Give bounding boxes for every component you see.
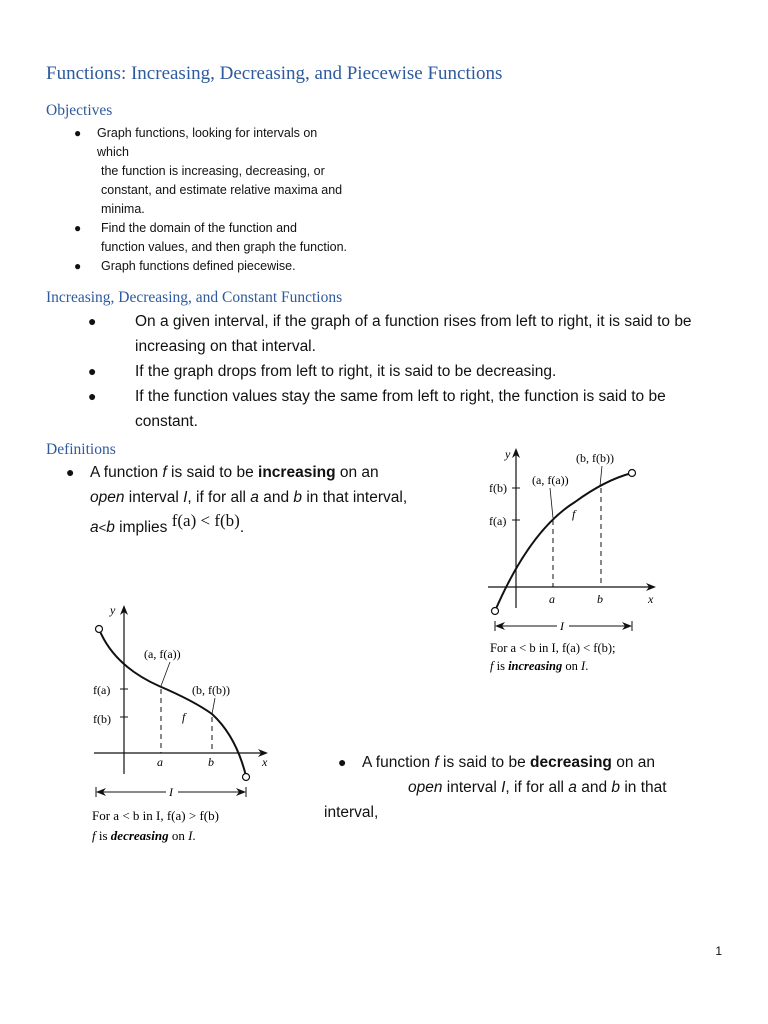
def-var: b — [611, 779, 621, 796]
def-text: on an — [335, 464, 379, 481]
leader-line — [161, 662, 170, 686]
bullet: ● — [74, 126, 82, 140]
def-op: < — [98, 520, 107, 535]
objectives-heading: Objectives — [46, 102, 113, 119]
b-label: b — [208, 755, 214, 769]
def-var: a — [250, 489, 259, 506]
fa-label: f(a) — [489, 514, 507, 528]
objective-line: the function is increasing, decreasing, or — [101, 164, 325, 178]
def-text: is said to be — [438, 754, 531, 771]
bullet: ● — [74, 259, 82, 273]
def-text: interval — [124, 489, 184, 506]
idc-line: On a given interval, if the graph of a function rises from left to right, it is said to be — [135, 313, 692, 330]
increasing-graph — [480, 440, 680, 680]
def-open: open — [90, 489, 125, 506]
x-axis-label: x — [648, 592, 654, 606]
caption-line2: f is increasing on I. — [490, 659, 589, 673]
def-var: I — [501, 779, 506, 796]
bullet: ● — [88, 388, 97, 404]
def-var: b — [293, 489, 303, 506]
objective-line: Find the domain of the function and — [101, 221, 297, 235]
objective-line: which — [97, 145, 129, 159]
def-open: open — [408, 779, 443, 796]
fb-label: f(b) — [93, 712, 111, 726]
def-text: A function — [362, 754, 435, 771]
list-item — [74, 219, 347, 257]
point-b-label: (b, f(b)) — [576, 451, 614, 465]
open-endpoint — [96, 626, 103, 633]
leader-line — [550, 488, 553, 518]
objective-line: constant, and estimate relative maxima and — [101, 183, 343, 197]
leader-line — [212, 698, 215, 714]
a-label: a — [549, 592, 555, 606]
open-endpoint — [243, 774, 250, 781]
objectives-list — [74, 124, 347, 276]
caption-line1: For a < b in I, f(a) > f(b) — [92, 808, 219, 823]
objective-line: Graph functions, looking for intervals on — [97, 126, 318, 140]
def-text: in that interval, — [302, 489, 408, 506]
point-b-label: (b, f(b)) — [192, 683, 230, 697]
list-item — [88, 384, 738, 434]
list-item — [88, 309, 738, 359]
def-text: on an — [611, 754, 655, 771]
objective-line: function values, and then graph the function. — [101, 240, 348, 254]
open-endpoint — [492, 608, 499, 615]
def-text: . — [239, 519, 245, 536]
f-label: f — [572, 507, 576, 521]
objective-line: minima. — [101, 202, 145, 216]
def-var: a — [568, 779, 577, 796]
decreasing-graph — [84, 596, 284, 846]
def-var: f — [162, 464, 167, 481]
def-text: A function — [90, 464, 163, 481]
idc-list — [88, 309, 738, 434]
def-keyword: decreasing — [530, 754, 612, 771]
idc-heading: Increasing, Decreasing, and Constant Functions — [46, 289, 343, 306]
leader-line — [600, 466, 602, 486]
def-text: and — [576, 779, 612, 796]
list-item — [74, 257, 347, 276]
fb-label: f(b) — [489, 481, 507, 495]
fa-label: f(a) — [93, 683, 111, 697]
def-var: b — [106, 519, 115, 536]
x-axis-label: x — [262, 755, 268, 769]
idc-line: constant. — [135, 413, 198, 430]
def-text: in that — [620, 779, 667, 796]
f-label: f — [182, 710, 186, 724]
def-text: interval — [442, 779, 502, 796]
point-a-label: (a, f(a)) — [144, 647, 181, 661]
caption-line2: f is decreasing on I. — [92, 828, 196, 843]
idc-line: increasing on that interval. — [135, 338, 316, 355]
decreasing-definition — [324, 750, 738, 825]
interval-label: I — [169, 785, 173, 799]
a-label: a — [157, 755, 163, 769]
b-label: b — [597, 592, 603, 606]
def-text: , if for all — [187, 489, 251, 506]
bullet: ● — [338, 754, 347, 770]
y-axis-label: y — [505, 447, 511, 461]
y-axis-label: y — [110, 603, 116, 617]
def-text: and — [258, 489, 294, 506]
caption-line1: For a < b in I, f(a) < f(b); — [490, 641, 616, 655]
def-var: I — [183, 489, 188, 506]
def-var: a — [90, 519, 99, 536]
def-text: implies — [114, 519, 172, 536]
page-title: Functions: Increasing, Decreasing, and Piecewise Functions — [46, 63, 503, 84]
open-endpoint — [629, 470, 636, 477]
def-text: interval, — [324, 804, 379, 821]
bullet: ● — [88, 363, 97, 379]
point-a-label: (a, f(a)) — [532, 473, 569, 487]
increasing-formula: f(a) < f(b) — [171, 511, 240, 530]
interval-label: I — [560, 619, 564, 633]
def-keyword: increasing — [258, 464, 336, 481]
def-text: , if for all — [505, 779, 569, 796]
bullet: ● — [74, 221, 82, 235]
increasing-definition — [66, 460, 466, 540]
def-var: f — [434, 754, 439, 771]
page-number: 1 — [715, 944, 722, 958]
objective-line: Graph functions defined piecewise. — [101, 259, 296, 273]
list-item — [74, 124, 347, 219]
idc-line: If the graph drops from left to right, it is said to be decreasing. — [135, 363, 557, 380]
definitions-heading: Definitions — [46, 441, 116, 458]
bullet: ● — [66, 464, 75, 480]
def-text: is said to be — [166, 464, 259, 481]
bullet: ● — [88, 313, 97, 329]
idc-line: If the function values stay the same from left to right, the function is said to be — [135, 388, 666, 405]
list-item — [88, 359, 738, 384]
